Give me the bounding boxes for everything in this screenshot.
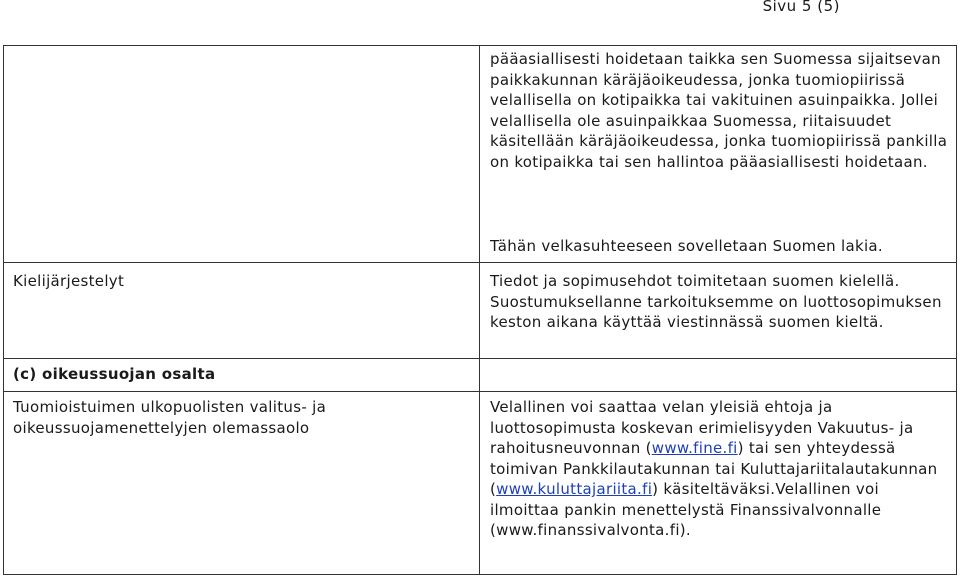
section-c-heading bbox=[13, 364, 468, 385]
dispute-label-text: Tuomioistuimen ulkopuolisten valitus- ja oikeussuojamenettelyjen olemassaolo bbox=[13, 398, 327, 437]
page-number: Sivu 5 (5) bbox=[762, 0, 840, 15]
language-text bbox=[490, 271, 950, 333]
language-paragraph: Tiedot ja sopimusehdot toimitetaan suomen kielellä. Suostumuksellanne tarkoituksemme on luottosopimuksen keston aikana käyttää viestinnässä suomen kieltä. bbox=[490, 272, 942, 331]
row-divider bbox=[3, 358, 957, 359]
table-border-top bbox=[3, 45, 957, 46]
language-label bbox=[13, 271, 468, 292]
column-divider bbox=[479, 45, 480, 575]
kuluttajariita-link[interactable]: www.kuluttajariita.fi bbox=[496, 480, 653, 498]
table-border-right bbox=[956, 45, 957, 575]
jurisdiction-text bbox=[490, 49, 950, 172]
fine-link[interactable]: www.fine.fi bbox=[651, 439, 738, 457]
row-divider bbox=[3, 391, 957, 392]
row-divider bbox=[3, 262, 957, 263]
section-c-heading-text: (c) oikeussuojan osalta bbox=[13, 365, 216, 383]
table-border-left bbox=[3, 45, 4, 575]
applicable-law-text bbox=[490, 236, 950, 257]
table-border-bottom bbox=[3, 574, 957, 575]
dispute-paragraph bbox=[490, 397, 952, 541]
language-label-text: Kielijärjestelyt bbox=[13, 272, 125, 290]
dispute-text bbox=[490, 397, 952, 541]
dispute-label bbox=[13, 397, 453, 438]
dispute-text-part3: ) käsiteltäväksi.Velallinen voi ilmoittaa pankin menettelystä Finanssivalvonnalle (www.finanssivalvonta.fi). bbox=[490, 480, 882, 539]
dispute-text-part2: ) tai sen yhteydessä toimivan Pankkilautakunnan tai Kuluttajariitalautakunnan ( bbox=[490, 439, 938, 498]
jurisdiction-paragraph: pääasiallisesti hoidetaan taikka sen Suomessa sijaitsevan paikkakunnan käräjäoikeudessa, jonka tuomiopiirissä velallisella on kotipaikka tai vakituinen asuinpaikka. Jollei velallisella ole asuinpaikkaa Suomessa, riitaisuudet käsitellään käräjäoikeudessa, jonka tuomiopiirissä pankilla on kotipaikka tai sen hallintoa pääasiallisesti hoidetaan. bbox=[490, 50, 948, 171]
dispute-text-part1: Velallinen voi saattaa velan yleisiä ehtoja ja luottosopimusta koskevan erimielisyyden Vakuutus- ja rahoitusneuvonnan ( bbox=[490, 398, 914, 457]
applicable-law-paragraph: Tähän velkasuhteeseen sovelletaan Suomen lakia. bbox=[490, 237, 883, 255]
